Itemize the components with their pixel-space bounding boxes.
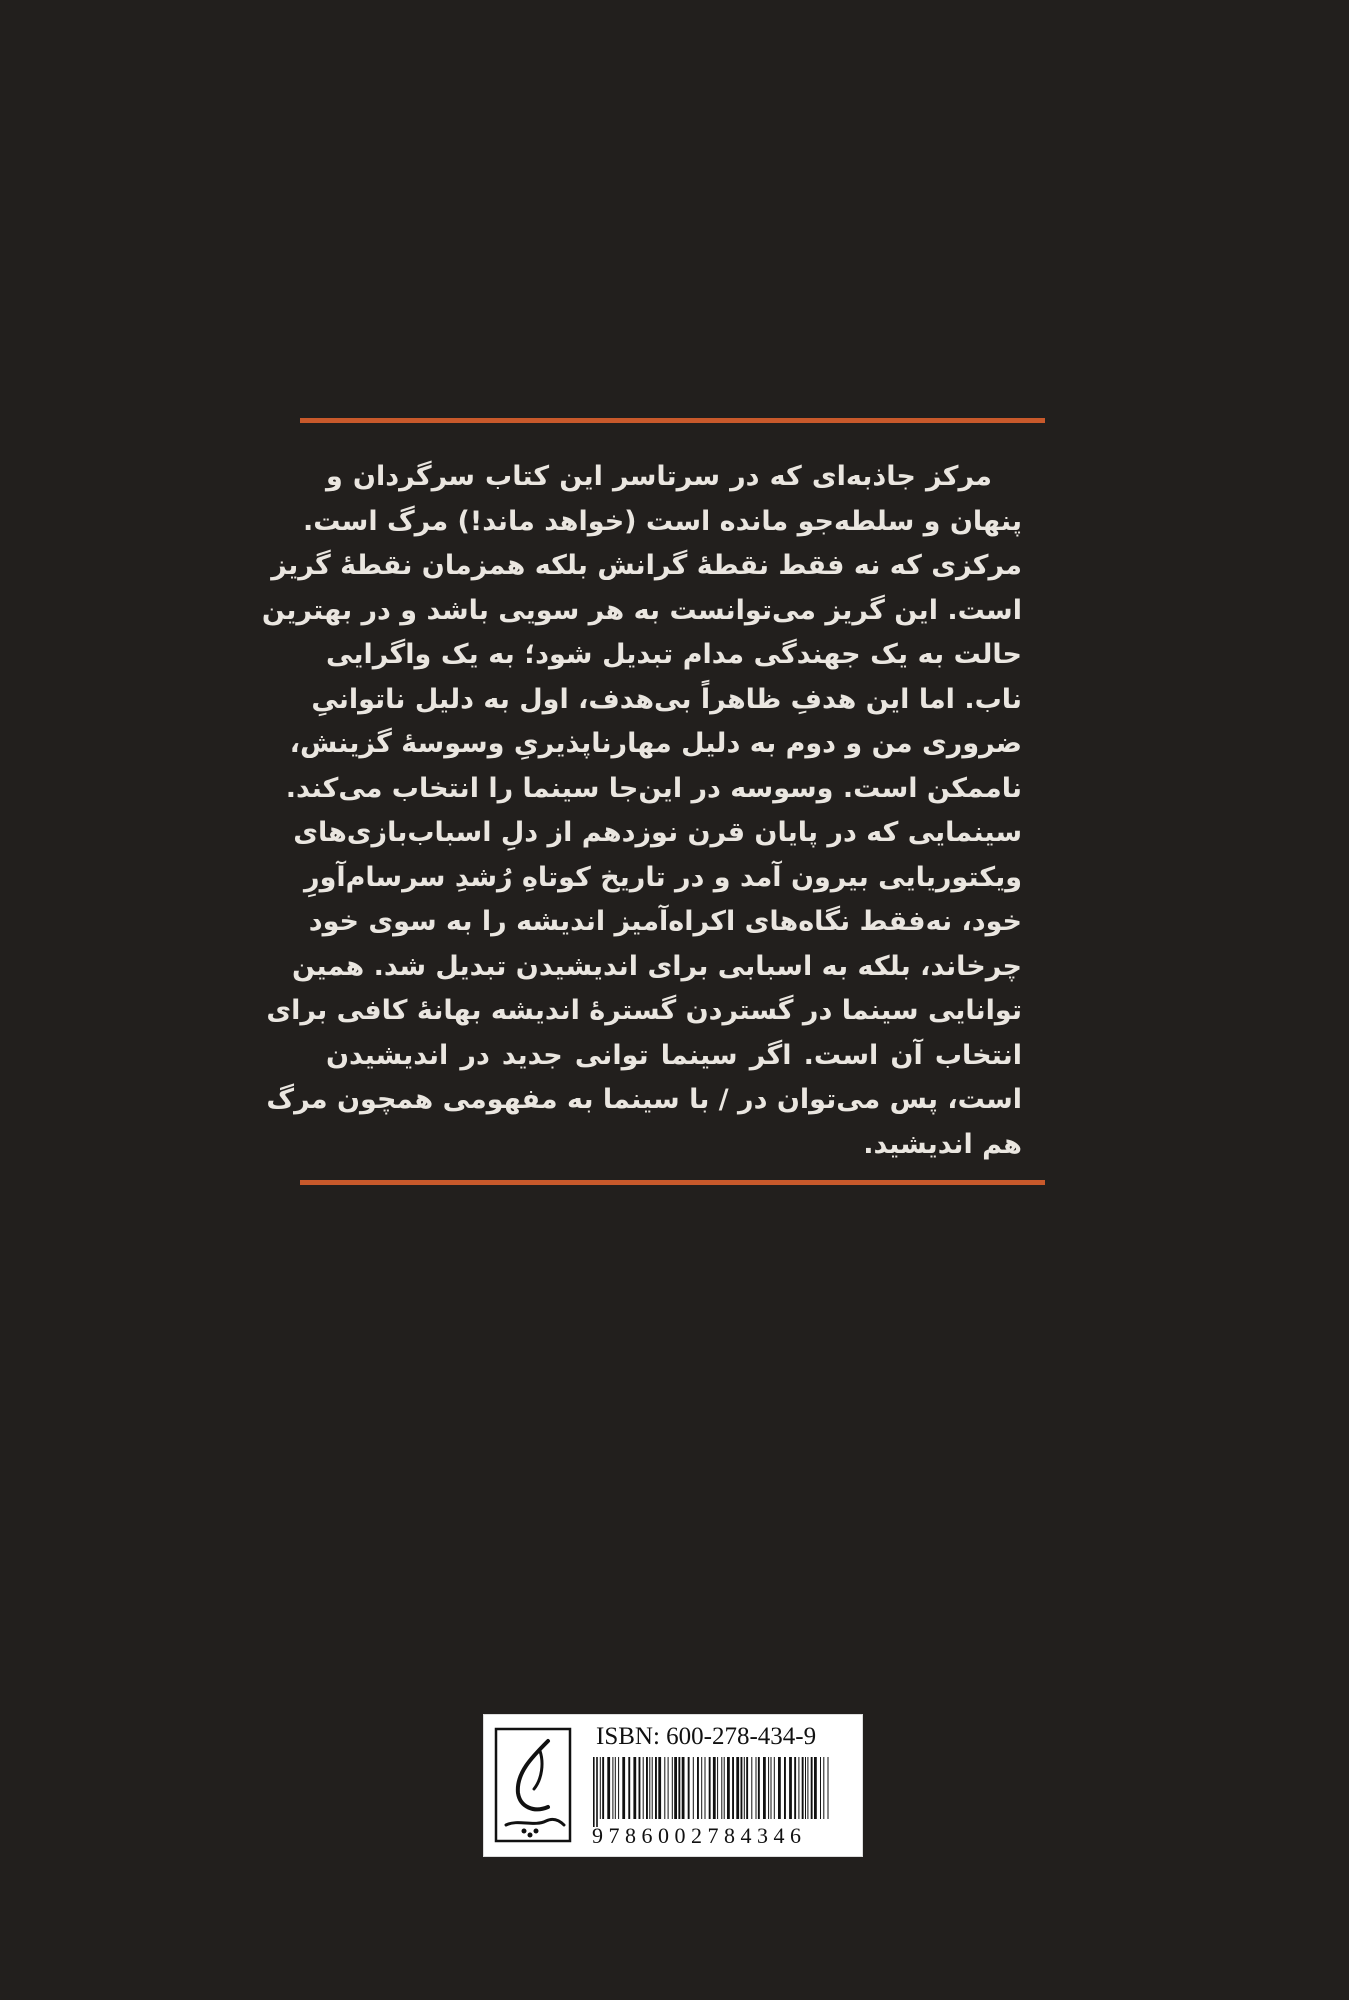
- blurb-line: هم اندیشید.: [863, 1128, 1022, 1160]
- publisher-logo-icon: [494, 1727, 572, 1847]
- blurb-line: ویکتوریایی بیرون آمد و در تاریخ کوتاهِ رُشدِ سرسام‌آورِ: [304, 861, 1022, 893]
- blurb-line: ضروری من و دوم به دلیل مهارناپذیریِ وسوسهٔ گزینش،: [289, 728, 1022, 759]
- blurb-line: توانایی سینما در گستردن گسترهٔ اندیشه بهانهٔ کافی برای: [266, 995, 1022, 1026]
- blurb-line: پنهان و سلطه‌جو مانده است (خواهد ماند!) مرگ است.: [302, 505, 1022, 537]
- blurb-line: حالت به یک جهندگی مدام تبدیل شود؛ به یک واگرایی: [326, 639, 1022, 670]
- top-divider: [300, 418, 1045, 423]
- barcode-icon: [591, 1757, 853, 1827]
- isbn-barcode-box: [483, 1714, 863, 1857]
- bottom-divider: [300, 1180, 1045, 1185]
- blurb-line: است، پس می‌توان در / با سینما به مفهومی همچون مرگ: [266, 1084, 1022, 1115]
- blurb-line: مرکز جاذبه‌ای که در سرتاسر این کتاب سرگردان و: [326, 461, 992, 492]
- back-cover-blurb: [261, 455, 1022, 1167]
- blurb-line: ناب. اما این هدفِ ظاهراً بی‌هدف، اول به دلیل ناتوانیِ: [311, 683, 1022, 715]
- barcode-digits: 9786002784346: [592, 1823, 807, 1848]
- blurb-line: است. این گریز می‌توانست به هر سویی باشد و در بهترین: [261, 594, 1022, 626]
- blurb-line: خود، نه‌فقط نگاه‌های اکراه‌آمیز اندیشه را به سوی خود: [308, 906, 1022, 937]
- blurb-line: مرکزی که نه فقط نقطهٔ گرانش بلکه همزمان نقطهٔ گریز: [271, 550, 1022, 581]
- isbn-label: ISBN: 600-278-434-9: [596, 1723, 817, 1750]
- blurb-line: سینمایی که در پایان قرن نوزدهم از دلِ اسباب‌بازی‌های: [293, 817, 1022, 848]
- blurb-line: انتخاب آن است. اگر سینما توانی جدید در اندیشیدن: [326, 1039, 1022, 1071]
- blurb-line: ناممکن است. وسوسه در این‌جا سینما را انتخاب می‌کند.: [285, 772, 1022, 804]
- blurb-line: چرخاند، بلکه به اسبابی برای اندیشیدن تبدیل شد. همین: [292, 950, 1022, 982]
